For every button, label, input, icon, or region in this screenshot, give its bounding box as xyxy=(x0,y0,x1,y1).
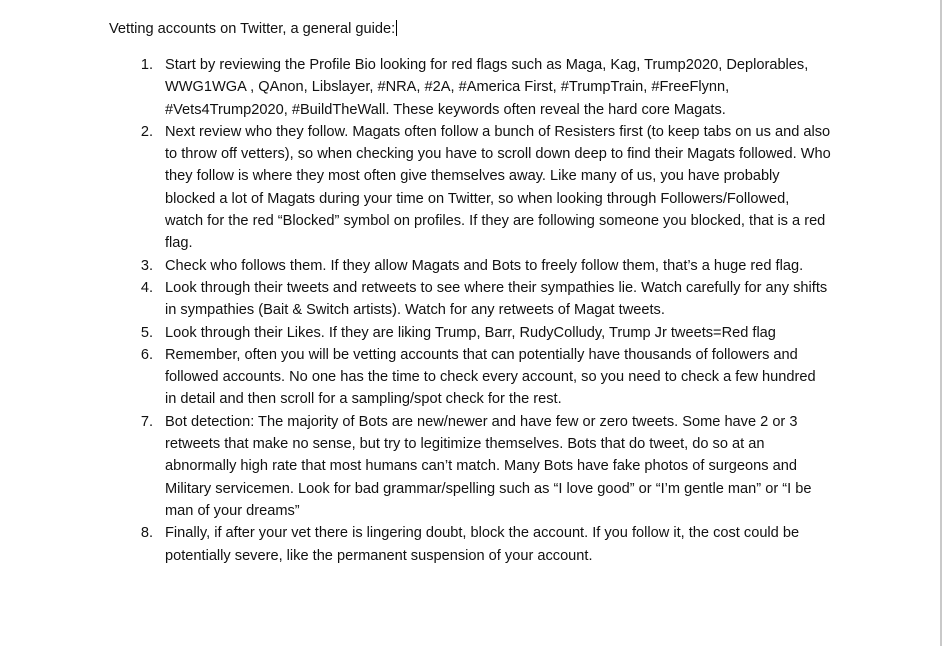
list-item-text: Look through their tweets and retweets to see where their sympathies lie. Watch carefully for any shifts in sympathies (Bait & Switch artists). Watch for any retweets of Magat tweets. xyxy=(165,279,828,319)
list-item[interactable] xyxy=(109,522,831,567)
list-item-text: Look through their Likes. If they are liking Trump, Barr, RudyColludy, Trump Jr tweets=Red flag xyxy=(165,324,776,341)
list-item-number: 5. xyxy=(140,324,153,341)
list-item[interactable] xyxy=(109,121,831,255)
document-title: Vetting accounts on Twitter, a general guide: xyxy=(109,21,396,37)
list-item-text: Start by reviewing the Profile Bio looking for red flags such as Maga, Kag, Trump2020, Deplorables, WWG1WGA , QAnon, Libslayer, #NRA, #2A, #America First, #TrumpTrain, #FreeFlynn, #Vets4Trump2020, #BuildTheWall. These keywords often reveal the hard core Magats. xyxy=(165,57,809,118)
list-item-number: 4. xyxy=(140,279,153,296)
list-item[interactable] xyxy=(109,322,831,344)
list-item-text: Bot detection: The majority of Bots are new/newer and have few or zero tweets. Some have 2 or 3 retweets that make no sense, but try to legitimize themselves. Bots that do tweet, do so at an abnormally high rate that most humans can’t match. Many Bots have fake photos of surgeons and Military servicemen. Look for bad grammar/spelling such as “I love good” or “I’m gentle man” or “I be man of your dreams” xyxy=(165,413,812,519)
list-item[interactable] xyxy=(109,277,831,322)
text-cursor xyxy=(396,20,397,36)
list-item-text: Finally, if after your vet there is lingering doubt, block the account. If you follow it, the cost could be potentially severe, like the permanent suspension of your account. xyxy=(165,525,800,564)
list-item[interactable] xyxy=(109,255,831,277)
list-item[interactable] xyxy=(109,411,831,522)
list-item-number: 6. xyxy=(140,346,153,363)
list-item-text: Remember, often you will be vetting accounts that can potentially have thousands of followers and followed accounts. No one has the time to check every account, so you need to check a few hundred in detail and then scroll for a sampling/spot check for the rest. xyxy=(165,346,816,408)
list-item-number: 8. xyxy=(140,525,153,542)
list-item-text: Next review who they follow. Magats often follow a bunch of Resisters first (to keep tabs on us and also to throw off vetters), so when checking you have to scroll down deep to find their Magats followed. Who they follow is where they most often give themselves away. Like many of us, you have probably blocked a lot of Magats during your time on Twitter, so when looking through Followers/Followed, watch for the red “Blocked” symbol on profiles. If they are following someone you blocked, that is a red flag. xyxy=(165,123,831,252)
list-item-number: 1. xyxy=(140,57,153,73)
list-item-text: Check who follows them. If they allow Magats and Bots to freely follow them, that’s a huge red flag. xyxy=(165,257,804,274)
list-item[interactable] xyxy=(109,344,831,411)
document-title-line[interactable] xyxy=(109,18,397,40)
numbered-list xyxy=(109,54,831,567)
list-item[interactable] xyxy=(109,54,831,121)
list-item-number: 2. xyxy=(140,123,153,140)
list-item-number: 7. xyxy=(140,413,153,430)
list-item-number: 3. xyxy=(140,257,153,274)
